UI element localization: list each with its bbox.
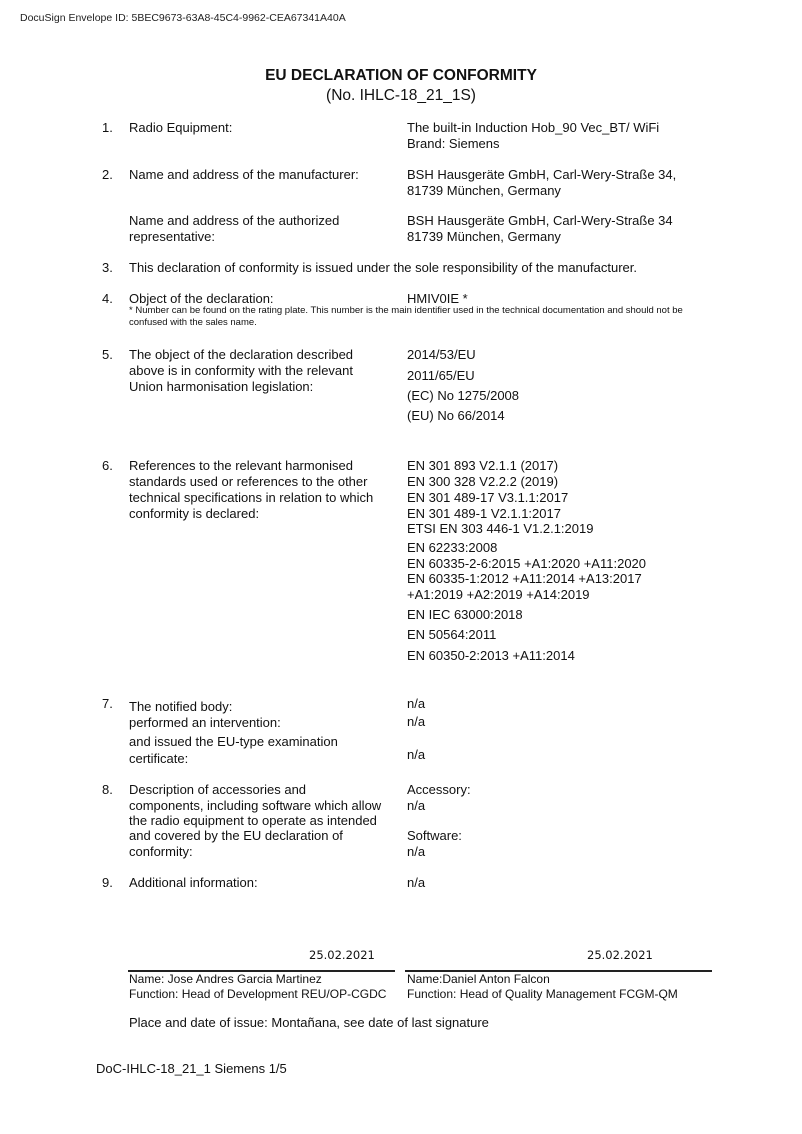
section-label: Object of the declaration: xyxy=(129,291,274,306)
section-value: n/a xyxy=(407,875,426,890)
section-number: 7. xyxy=(102,696,113,711)
section-value: Brand: Siemens xyxy=(407,136,500,151)
section-number: 8. xyxy=(102,782,113,797)
section-label: components, including software which allow xyxy=(129,798,382,813)
section-value: Software: xyxy=(407,828,462,843)
standard-item: EN 301 893 V2.1.1 (2017) xyxy=(407,458,559,473)
section-number: 3. xyxy=(102,260,113,275)
section-number: 9. xyxy=(102,875,113,890)
section-label: performed an intervention: xyxy=(129,715,281,730)
section-value: n/a xyxy=(407,747,426,762)
section-label: and issued the EU-type examination xyxy=(129,734,338,749)
section-value: The built-in Induction Hob_90 Vec_BT/ WiFi xyxy=(407,120,660,135)
section-label: The notified body: xyxy=(129,699,233,714)
standard-item: EN 301 489-1 V2.1.1:2017 xyxy=(407,506,561,521)
section-value: n/a xyxy=(407,696,426,711)
standard-item: EN 300 328 V2.2.2 (2019) xyxy=(407,474,559,489)
section-label: Radio Equipment: xyxy=(129,120,233,135)
standard-item: EN 301 489-17 V3.1.1:2017 xyxy=(407,490,569,505)
section-label: certificate: xyxy=(129,751,189,766)
standard-item: EN 60335-1:2012 +A11:2014 +A13:2017 xyxy=(407,571,642,586)
section-text: This declaration of conformity is issued under the sole responsibility of the manufacturer. xyxy=(129,260,637,275)
section-number: 4. xyxy=(102,291,113,306)
legislation-item: (EU) No 66/2014 xyxy=(407,408,505,423)
signatory-function: Function: Head of Development REU/OP-CGDC xyxy=(129,987,387,1001)
signatory-name: Name:Daniel Anton Falcon xyxy=(407,972,550,986)
section-label: the radio equipment to operate as intended xyxy=(129,813,377,828)
section-value: HMIV0IE * xyxy=(407,291,468,306)
legislation-item: 2014/53/EU xyxy=(407,347,476,362)
standard-item: EN IEC 63000:2018 xyxy=(407,607,523,622)
section-label: conformity: xyxy=(129,844,193,859)
section-value: n/a xyxy=(407,844,426,859)
section-value: n/a xyxy=(407,798,426,813)
section-value: Accessory: xyxy=(407,782,471,797)
standard-item: EN 62233:2008 xyxy=(407,540,498,555)
signatory-function: Function: Head of Quality Management FCGM-QM xyxy=(407,987,678,1001)
legislation-item: 2011/65/EU xyxy=(407,368,475,383)
standard-item: ETSI EN 303 446-1 V1.2.1:2019 xyxy=(407,521,594,536)
document-title: EU DECLARATION OF CONFORMITY xyxy=(265,67,537,84)
section-label: technical specifications in relation to which xyxy=(129,490,374,505)
section-number: 5. xyxy=(102,347,113,362)
section-label: conformity is declared: xyxy=(129,506,260,521)
standard-item: +A1:2019 +A2:2019 +A14:2019 xyxy=(407,587,590,602)
section-label: Additional information: xyxy=(129,875,258,890)
section-label: Union harmonisation legislation: xyxy=(129,379,314,394)
standard-item: EN 50564:2011 xyxy=(407,627,497,642)
section-label: standards used or references to the other xyxy=(129,474,368,489)
standard-item: EN 60335-2-6:2015 +A1:2020 +A11:2020 xyxy=(407,556,647,571)
page-footer: DoC-IHLC-18_21_1 Siemens 1/5 xyxy=(96,1061,287,1076)
section-number: 2. xyxy=(102,167,113,182)
section-label: above is in conformity with the relevant xyxy=(129,363,353,378)
section-value: BSH Hausgeräte GmbH, Carl-Wery-Straße 34, xyxy=(407,167,677,182)
document-number: (No. IHLC-18_21_1S) xyxy=(326,87,476,104)
signatory-name: Name: Jose Andres Garcia Martinez xyxy=(129,972,322,986)
section-label: and covered by the EU declaration of xyxy=(129,828,343,843)
section-label: References to the relevant harmonised xyxy=(129,458,354,473)
envelope-id: DocuSign Envelope ID: 5BEC9673-63A8-45C4-9962-CEA67341A40A xyxy=(20,12,346,24)
section-label: Name and address of the manufacturer: xyxy=(129,167,359,182)
signature-date: 25.02.2021 xyxy=(587,948,653,962)
section-value: 81739 München, Germany xyxy=(407,229,561,244)
section-label: Name and address of the authorized xyxy=(129,213,340,228)
signature-date: 25.02.2021 xyxy=(309,948,375,962)
place-and-date: Place and date of issue: Montañana, see date of last signature xyxy=(129,1015,489,1030)
section-number: 1. xyxy=(102,120,113,135)
standard-item: EN 60350-2:2013 +A11:2014 xyxy=(407,648,575,663)
section-number: 6. xyxy=(102,458,113,473)
section-value: 81739 München, Germany xyxy=(407,183,561,198)
section-label: Description of accessories and xyxy=(129,782,307,797)
section-value: n/a xyxy=(407,714,426,729)
section-value: BSH Hausgeräte GmbH, Carl-Wery-Straße 34 xyxy=(407,213,673,228)
legislation-item: (EC) No 1275/2008 xyxy=(407,388,520,403)
section-label: representative: xyxy=(129,229,215,244)
section-label: The object of the declaration described xyxy=(129,347,354,362)
footnote: * Number can be found on the rating plate. This number is the main identifier used in the technical documentation and should not be confused with the sales name. xyxy=(129,305,683,328)
